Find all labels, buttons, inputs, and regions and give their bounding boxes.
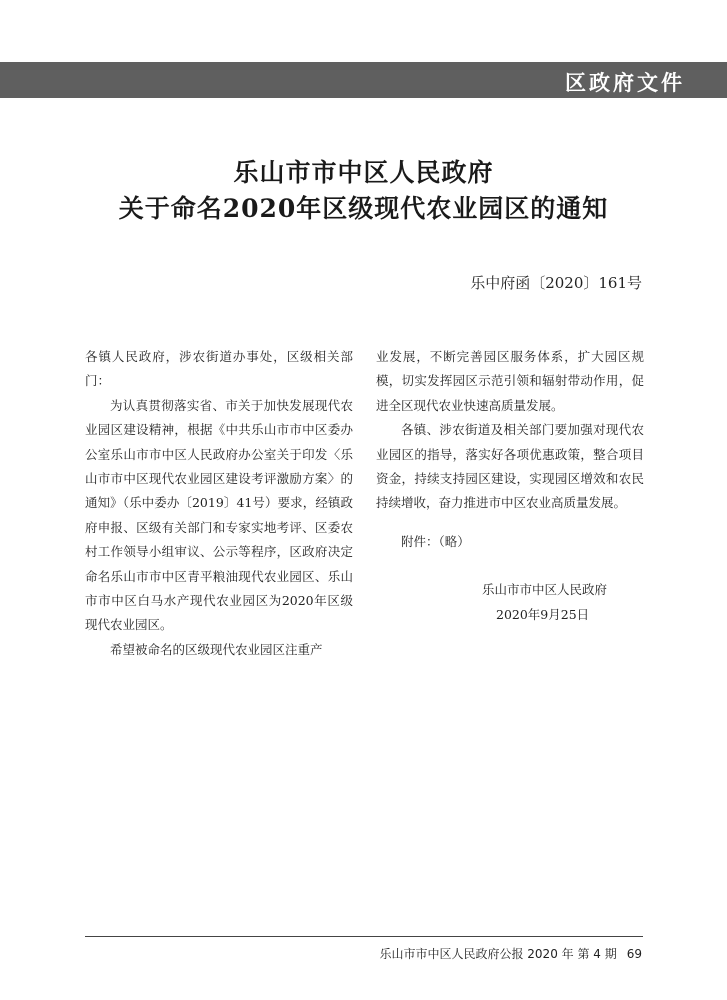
body-paragraph-1: 为认真贯彻落实省、市关于加快发展现代农业园区建设精神，根据《中共乐山市市中区委办公室乐山市市中区人民政府办公室关于印发〈乐山市市中区现代农业园区建设考评激励方案〉的通知》（乐中委办〔2019〕41号）要求，经镇政府申报、区级有关部门和专家实地考评、区委农村工作领导小组审议、公示等程序，区政府决定命名乐山市市中区青平粮油现代农业园区、乐山市市中区白马水产现代农业园区为2020年区级现代农业园区。 xyxy=(85,397,353,633)
document-title-line-1: 乐山市市中区人民政府 xyxy=(233,158,494,187)
section-title: 区政府文件 xyxy=(565,71,685,95)
footer xyxy=(379,945,642,962)
signature-organization: 乐山市市中区人民政府 xyxy=(482,582,608,598)
page-number: 69 xyxy=(626,947,642,961)
body-paragraph-2-start: 希望被命名的区级现代农业园区注重产 xyxy=(110,641,323,657)
footer-publication: 乐山市市中区人民政府公报 2020 年 第 4 期 xyxy=(379,947,617,961)
document-title-line-2: 关于命名2020年区级现代农业园区的通知 xyxy=(118,194,609,223)
body-column-left xyxy=(85,345,353,662)
body-paragraph-2-continued: 业发展，不断完善园区服务体系，扩大园区规模，切实发挥园区示范引领和辐射带动作用，促进全区现代农业快速高质量发展。 xyxy=(376,349,644,413)
body-paragraph-3: 各镇、涉农街道及相关部门要加强对现代农业园区的指导，落实好各项优惠政策，整合项目资金，持续支持园区建设，实现园区增效和农民持续增收，奋力推进市中区农业高质量发展。 xyxy=(376,422,644,511)
document-number: 乐中府函〔2020〕161号 xyxy=(470,274,642,292)
section-banner xyxy=(0,62,727,98)
signature-date: 2020年9月25日 xyxy=(496,606,590,622)
body-column-right xyxy=(376,345,644,627)
footer-divider xyxy=(85,936,643,937)
salutation: 各镇人民政府，涉农街道办事处，区级相关部门： xyxy=(85,349,353,389)
attachment-note: 附件：（略） xyxy=(401,533,470,549)
